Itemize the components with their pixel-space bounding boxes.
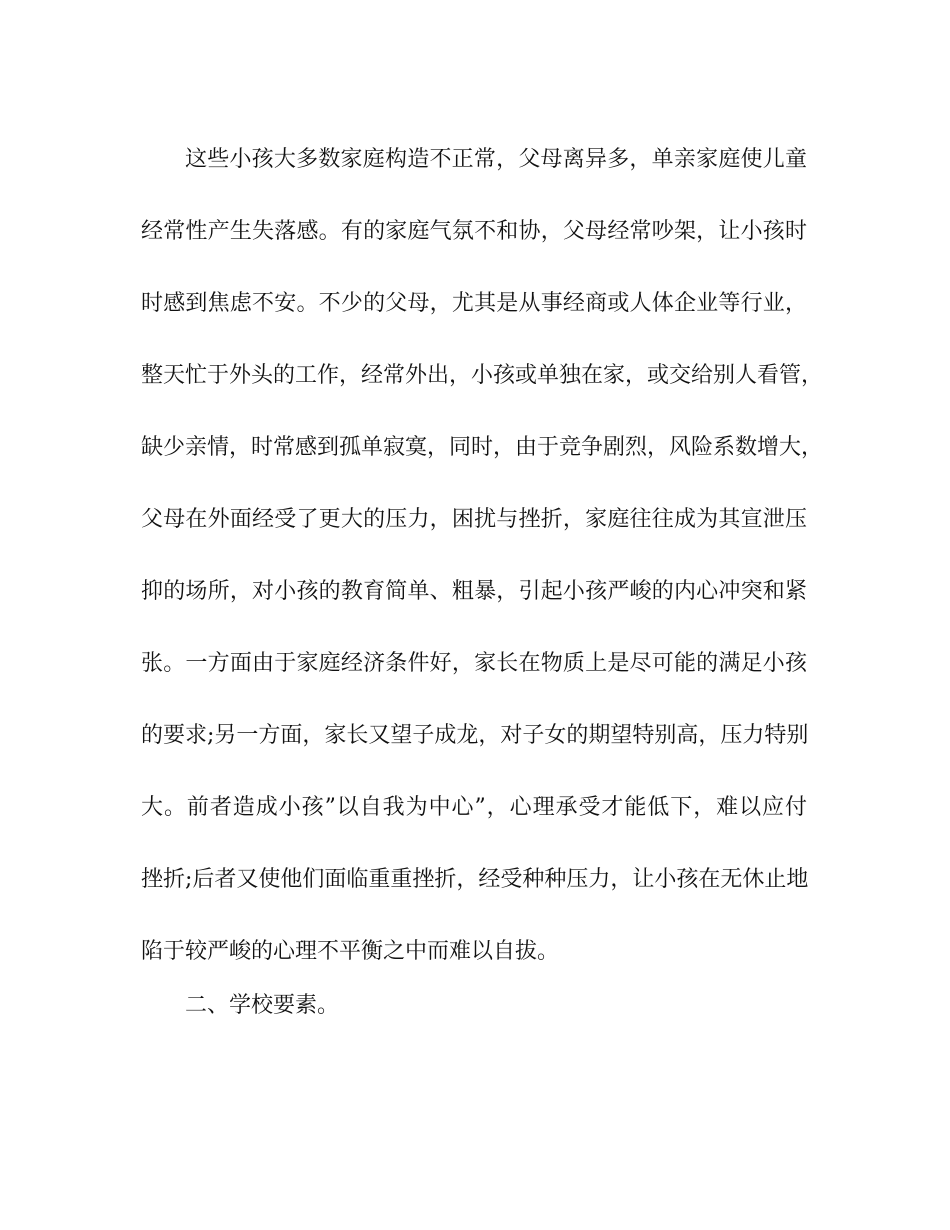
paragraph-line: 抑的场所，对小孩的教育简单、粗暴，引起小孩严峻的内心冲突和紧 <box>141 579 807 604</box>
paragraph-line: 整天忙于外头的工作，经常外出，小孩或单独在家，或交给别人看管， <box>141 363 824 388</box>
paragraph-line: 张。一方面由于家庭经济条件好，家长在物质上是尽可能的满足小孩 <box>141 651 807 676</box>
body-paragraph <box>141 124 824 988</box>
section-heading: 二、学校要素。 <box>185 993 340 1018</box>
paragraph-line: 陷于较严峻的心理不平衡之中而难以自拔。 <box>141 939 560 964</box>
paragraph-line: 大。前者造成小孩”以自我为中心”，心理承受才能低下，难以应付 <box>141 795 807 820</box>
paragraph-line: 经常性产生失落感。有的家庭气氛不和协，父母经常吵架，让小孩时 <box>141 219 807 244</box>
paragraph-line: 时感到焦虑不安。不少的父母，尤其是从事经商或人体企业等行业， <box>141 291 807 316</box>
paragraph-line: 挫折;后者又使他们面临重重挫折，经受种种压力，让小孩在无休止地 <box>141 867 809 892</box>
paragraph-line: 这些小孩大多数家庭构造不正常，父母离异多，单亲家庭使儿童 <box>185 147 807 172</box>
paragraph-line: 的要求;另一方面，家长又望子成龙，对子女的期望特别高，压力特别 <box>141 723 809 748</box>
paragraph-line: 缺少亲情，时常感到孤单寂寞，同时，由于竞争剧烈，风险系数增大， <box>141 435 824 460</box>
paragraph-line: 父母在外面经受了更大的压力，困扰与挫折，家庭往往成为其宣泄压 <box>141 507 807 532</box>
